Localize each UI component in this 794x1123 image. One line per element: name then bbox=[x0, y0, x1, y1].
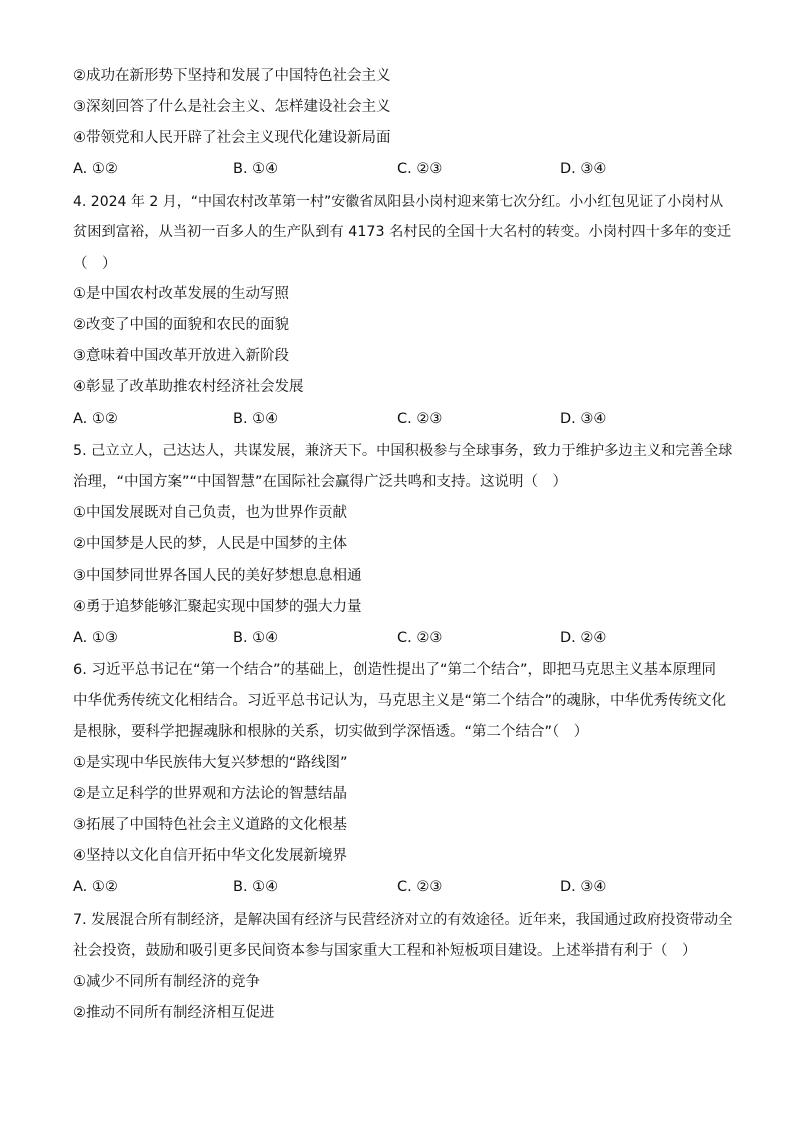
choice-d: D. ②④ bbox=[560, 630, 607, 646]
option-line: ③意味着中国改革开放进入新阶段 bbox=[73, 348, 289, 364]
choice-b: B. ①④ bbox=[233, 161, 279, 177]
option-line: ②是立足科学的世界观和方法论的智慧结晶 bbox=[73, 786, 347, 802]
answer-choices bbox=[73, 159, 733, 179]
answer-choices bbox=[73, 628, 733, 648]
choice-c: C. ②③ bbox=[397, 879, 443, 895]
option-line: ③拓展了中国特色社会主义道路的文化根基 bbox=[73, 817, 347, 833]
choice-b: B. ①④ bbox=[233, 411, 279, 427]
choice-d: D. ③④ bbox=[560, 161, 607, 177]
option-line: ④勇于追梦能够汇聚起实现中国梦的强大力量 bbox=[73, 599, 362, 615]
option-line: ②推动不同所有制经济相互促进 bbox=[73, 1005, 275, 1021]
question-6-stem-line: 是根脉，要科学把握魂脉和根脉的关系，切实做到学深悟透。“第二个结合”（ ） bbox=[73, 724, 589, 740]
question-6-stem-line: 6. 习近平总书记在“第一个结合”的基础上，创造性提出了“第二个结合”，即把马克思主义基本原理同 bbox=[73, 662, 716, 678]
choice-b: B. ①④ bbox=[233, 879, 279, 895]
question-4-stem-line: （ ） bbox=[73, 256, 117, 272]
option-line: ④彰显了改革助推农村经济社会发展 bbox=[73, 379, 304, 395]
option-line: ①中国发展既对自己负责，也为世界作贡献 bbox=[73, 505, 347, 521]
option-line: ①减少不同所有制经济的竞争 bbox=[73, 974, 260, 990]
choice-c: C. ②③ bbox=[397, 411, 443, 427]
choice-d: D. ③④ bbox=[560, 411, 607, 427]
option-line: ①是中国农村改革发展的生动写照 bbox=[73, 286, 289, 302]
question-5-stem-line: 5. 己立立人，己达达人，共谋发展，兼济天下。中国积极参与全球事务，致力于维护多边主义和完善全球 bbox=[73, 443, 733, 459]
choice-a: A. ①③ bbox=[73, 630, 118, 646]
question-7-stem-line: 7. 发展混合所有制经济，是解决国有经济与民营经济对立的有效途径。近年来，我国通过政府投资带动全 bbox=[73, 912, 733, 928]
choice-d: D. ③④ bbox=[560, 879, 607, 895]
choice-a: A. ①② bbox=[73, 161, 118, 177]
choice-b: B. ①④ bbox=[233, 630, 279, 646]
choice-c: C. ②③ bbox=[397, 161, 443, 177]
option-line: ①是实现中华民族伟大复兴梦想的“路线图” bbox=[73, 755, 348, 771]
choice-a: A. ①② bbox=[73, 879, 118, 895]
question-6-stem-line: 中华优秀传统文化相结合。习近平总书记认为，马克思主义是“第二个结合”的魂脉，中华优秀传统文化 bbox=[73, 693, 727, 709]
choice-c: C. ②③ bbox=[397, 630, 443, 646]
option-line: ③深刻回答了什么是社会主义、怎样建设社会主义 bbox=[73, 99, 391, 115]
choice-a: A. ①② bbox=[73, 411, 118, 427]
option-line: ④带领党和人民开辟了社会主义现代化建设新局面 bbox=[73, 130, 391, 146]
option-line: ④坚持以文化自信开拓中华文化发展新境界 bbox=[73, 848, 347, 864]
option-line: ②中国梦是人民的梦，人民是中国梦的主体 bbox=[73, 536, 347, 552]
answer-choices bbox=[73, 409, 733, 429]
option-line: ②改变了中国的面貌和农民的面貌 bbox=[73, 317, 289, 333]
answer-choices bbox=[73, 877, 733, 897]
question-5-stem-line: 治理，“中国方案”“中国智慧”在国际社会赢得广泛共鸣和支持。这说明（ ） bbox=[73, 474, 568, 490]
option-line: ②成功在新形势下坚持和发展了中国特色社会主义 bbox=[73, 68, 391, 84]
option-line: ③中国梦同世界各国人民的美好梦想息息相通 bbox=[73, 568, 362, 584]
question-4-stem-line: 4. 2024 年 2 月，“中国农村改革第一村”安徽省凤阳县小岗村迎来第七次分红。小小红包见证了小岗村从 bbox=[73, 194, 724, 210]
question-4-stem-line: 贫困到富裕，从当初一百多人的生产队到有 4173 名村民的全国十大名村的转变。小岗村四十多年的变迁 bbox=[73, 224, 732, 240]
question-7-stem-line: 社会投资，鼓励和吸引更多民间资本参与国家重大工程和补短板项目建设。上述举措有利于（ ） bbox=[73, 943, 697, 959]
